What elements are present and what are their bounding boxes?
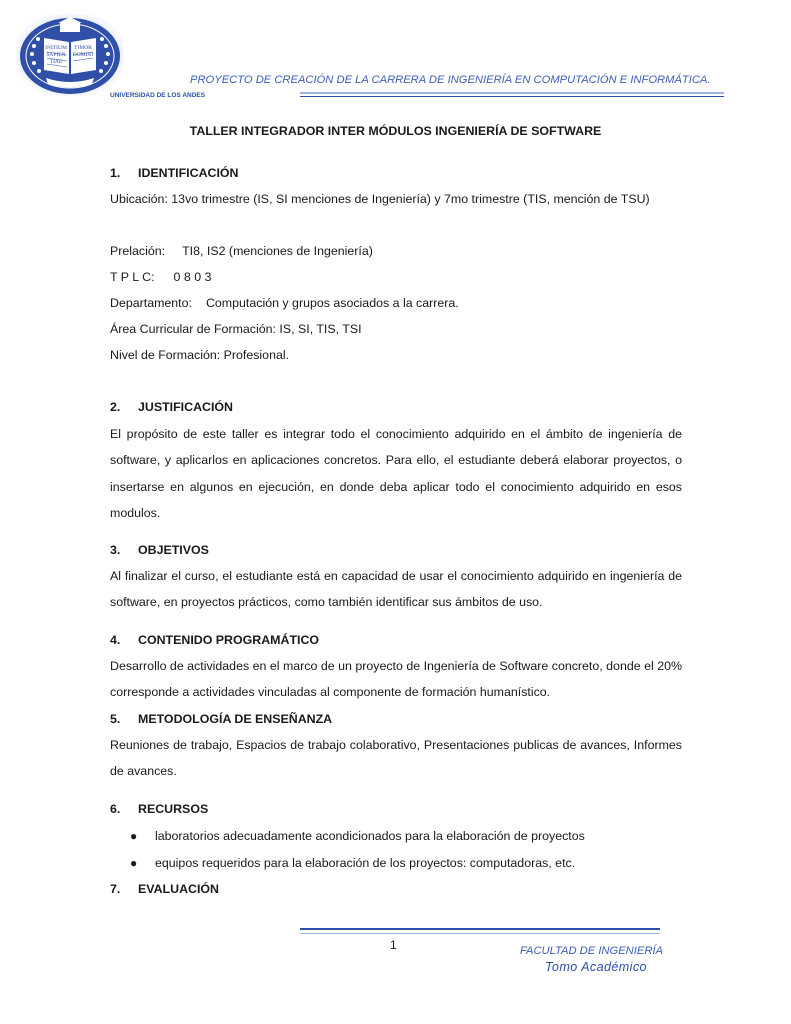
footer-tomo: Tomo Académico (545, 960, 647, 974)
tplc-label: T P L C: (110, 270, 155, 284)
seal-book-right-1: TIMOR (74, 45, 92, 51)
section-heading-justificacion (110, 400, 233, 414)
section-heading-evaluacion (110, 882, 219, 896)
bullet-icon: ● (130, 856, 138, 870)
section-heading-identificacion (110, 166, 239, 180)
section-heading-metodologia (110, 712, 332, 726)
section-title: IDENTIFICACIÓN (138, 166, 239, 180)
page-number: 1 (390, 938, 397, 952)
seal-book-left-1: INITIUM (45, 45, 67, 51)
list-item (130, 856, 575, 870)
university-name: UNIVERSIDAD DE LOS ANDES (110, 92, 206, 99)
section-heading-recursos (110, 802, 208, 816)
section-number: 3. (110, 543, 121, 557)
section-heading-contenido (110, 633, 319, 647)
tplc-value: 0 8 0 3 (173, 270, 212, 284)
section-number: 1. (110, 166, 121, 180)
document-title: TALLER INTEGRADOR INTER MÓDULOS INGENIERÍA DE SOFTWARE (189, 124, 602, 138)
section-title: METODOLOGÍA DE ENSEÑANZA (138, 712, 333, 726)
university-seal-icon (16, 14, 124, 96)
header-divider-thin (300, 96, 724, 97)
metodologia-paragraph: Reuniones de trabajo, Espacios de trabajo colaborativo, Presentaciones publicas de avances, Informes de avances. (110, 738, 682, 779)
prelacion-value: TI8, IS2 (menciones de Ingeniería) (182, 244, 373, 258)
footer-faculty: FACULTAD DE INGENIERÍA (520, 945, 663, 957)
prelacion-line (110, 244, 373, 258)
section-number: 7. (110, 882, 121, 896)
header-divider (300, 92, 724, 94)
section-title: EVALUACIÓN (138, 882, 219, 896)
section-title: JUSTIFICACIÓN (138, 400, 233, 414)
section-heading-objetivos (110, 543, 209, 557)
departamento-label: Departamento: (110, 296, 192, 310)
project-header-title: PROYECTO DE CREACIÓN DE LA CARRERA DE INGENIERÍA EN COMPUTACIÓN E INFORMÁTICA. (190, 74, 711, 86)
section-number: 2. (110, 400, 121, 414)
contenido-paragraph: Desarrollo de actividades en el marco de un proyecto de Ingeniería de Software concreto, donde el 20% corresponde a actividades vinculadas al componente de formación humanístico. (110, 659, 682, 700)
section-title: RECURSOS (138, 802, 209, 816)
bullet-icon: ● (130, 829, 138, 843)
prelacion-label: Prelación: (110, 244, 166, 258)
area-curricular-text: Área Curricular de Formación: IS, SI, TIS, TSI (110, 322, 362, 336)
section-title: OBJETIVOS (138, 543, 209, 557)
list-item-text: equipos requeridos para la elaboración de los proyectos: computadoras, etc. (155, 856, 576, 870)
nivel-formacion-text: Nivel de Formación: Profesional. (110, 348, 290, 362)
footer-divider-thin (300, 933, 660, 934)
seal-book-left-2: SAPIEN (46, 52, 66, 58)
section-number: 5. (110, 712, 121, 726)
seal-book-right-2: DOMINI (72, 52, 94, 58)
footer-divider (300, 928, 660, 930)
ubicacion-text: Ubicación: 13vo trimestre (IS, SI menciones de Ingeniería) y 7mo trimestre (TIS, mención de TSU) (110, 192, 650, 206)
section-number: 6. (110, 802, 121, 816)
justificacion-paragraph: El propósito de este taller es integrar todo el conocimiento adquirido en el ámbito de ingeniería de software, y aplicarlos en aplicaciones concretos. Para ello, el estudiante deberá elaborar proyectos, o insertarse en algunos en ejecución, en donde deba aplicar todo el conocimiento adquirido en esos modulos. (110, 427, 682, 520)
departamento-line (110, 296, 459, 310)
list-item-text: laboratorios adecuadamente acondicionados para la elaboración de proyectos (155, 829, 585, 843)
section-title: CONTENIDO PROGRAMÁTICO (138, 633, 320, 647)
departamento-value: Computación y grupos asociados a la carrera. (205, 296, 459, 310)
section-number: 4. (110, 633, 121, 647)
objetivos-paragraph: Al finalizar el curso, el estudiante está en capacidad de usar el conocimiento adquirido en ingeniería de software, en proyectos prácticos, como también identificar sus ámbitos de uso. (110, 569, 682, 610)
tplc-line (110, 270, 211, 284)
list-item (130, 829, 585, 843)
seal-book-left-3: TIAE (49, 59, 63, 65)
